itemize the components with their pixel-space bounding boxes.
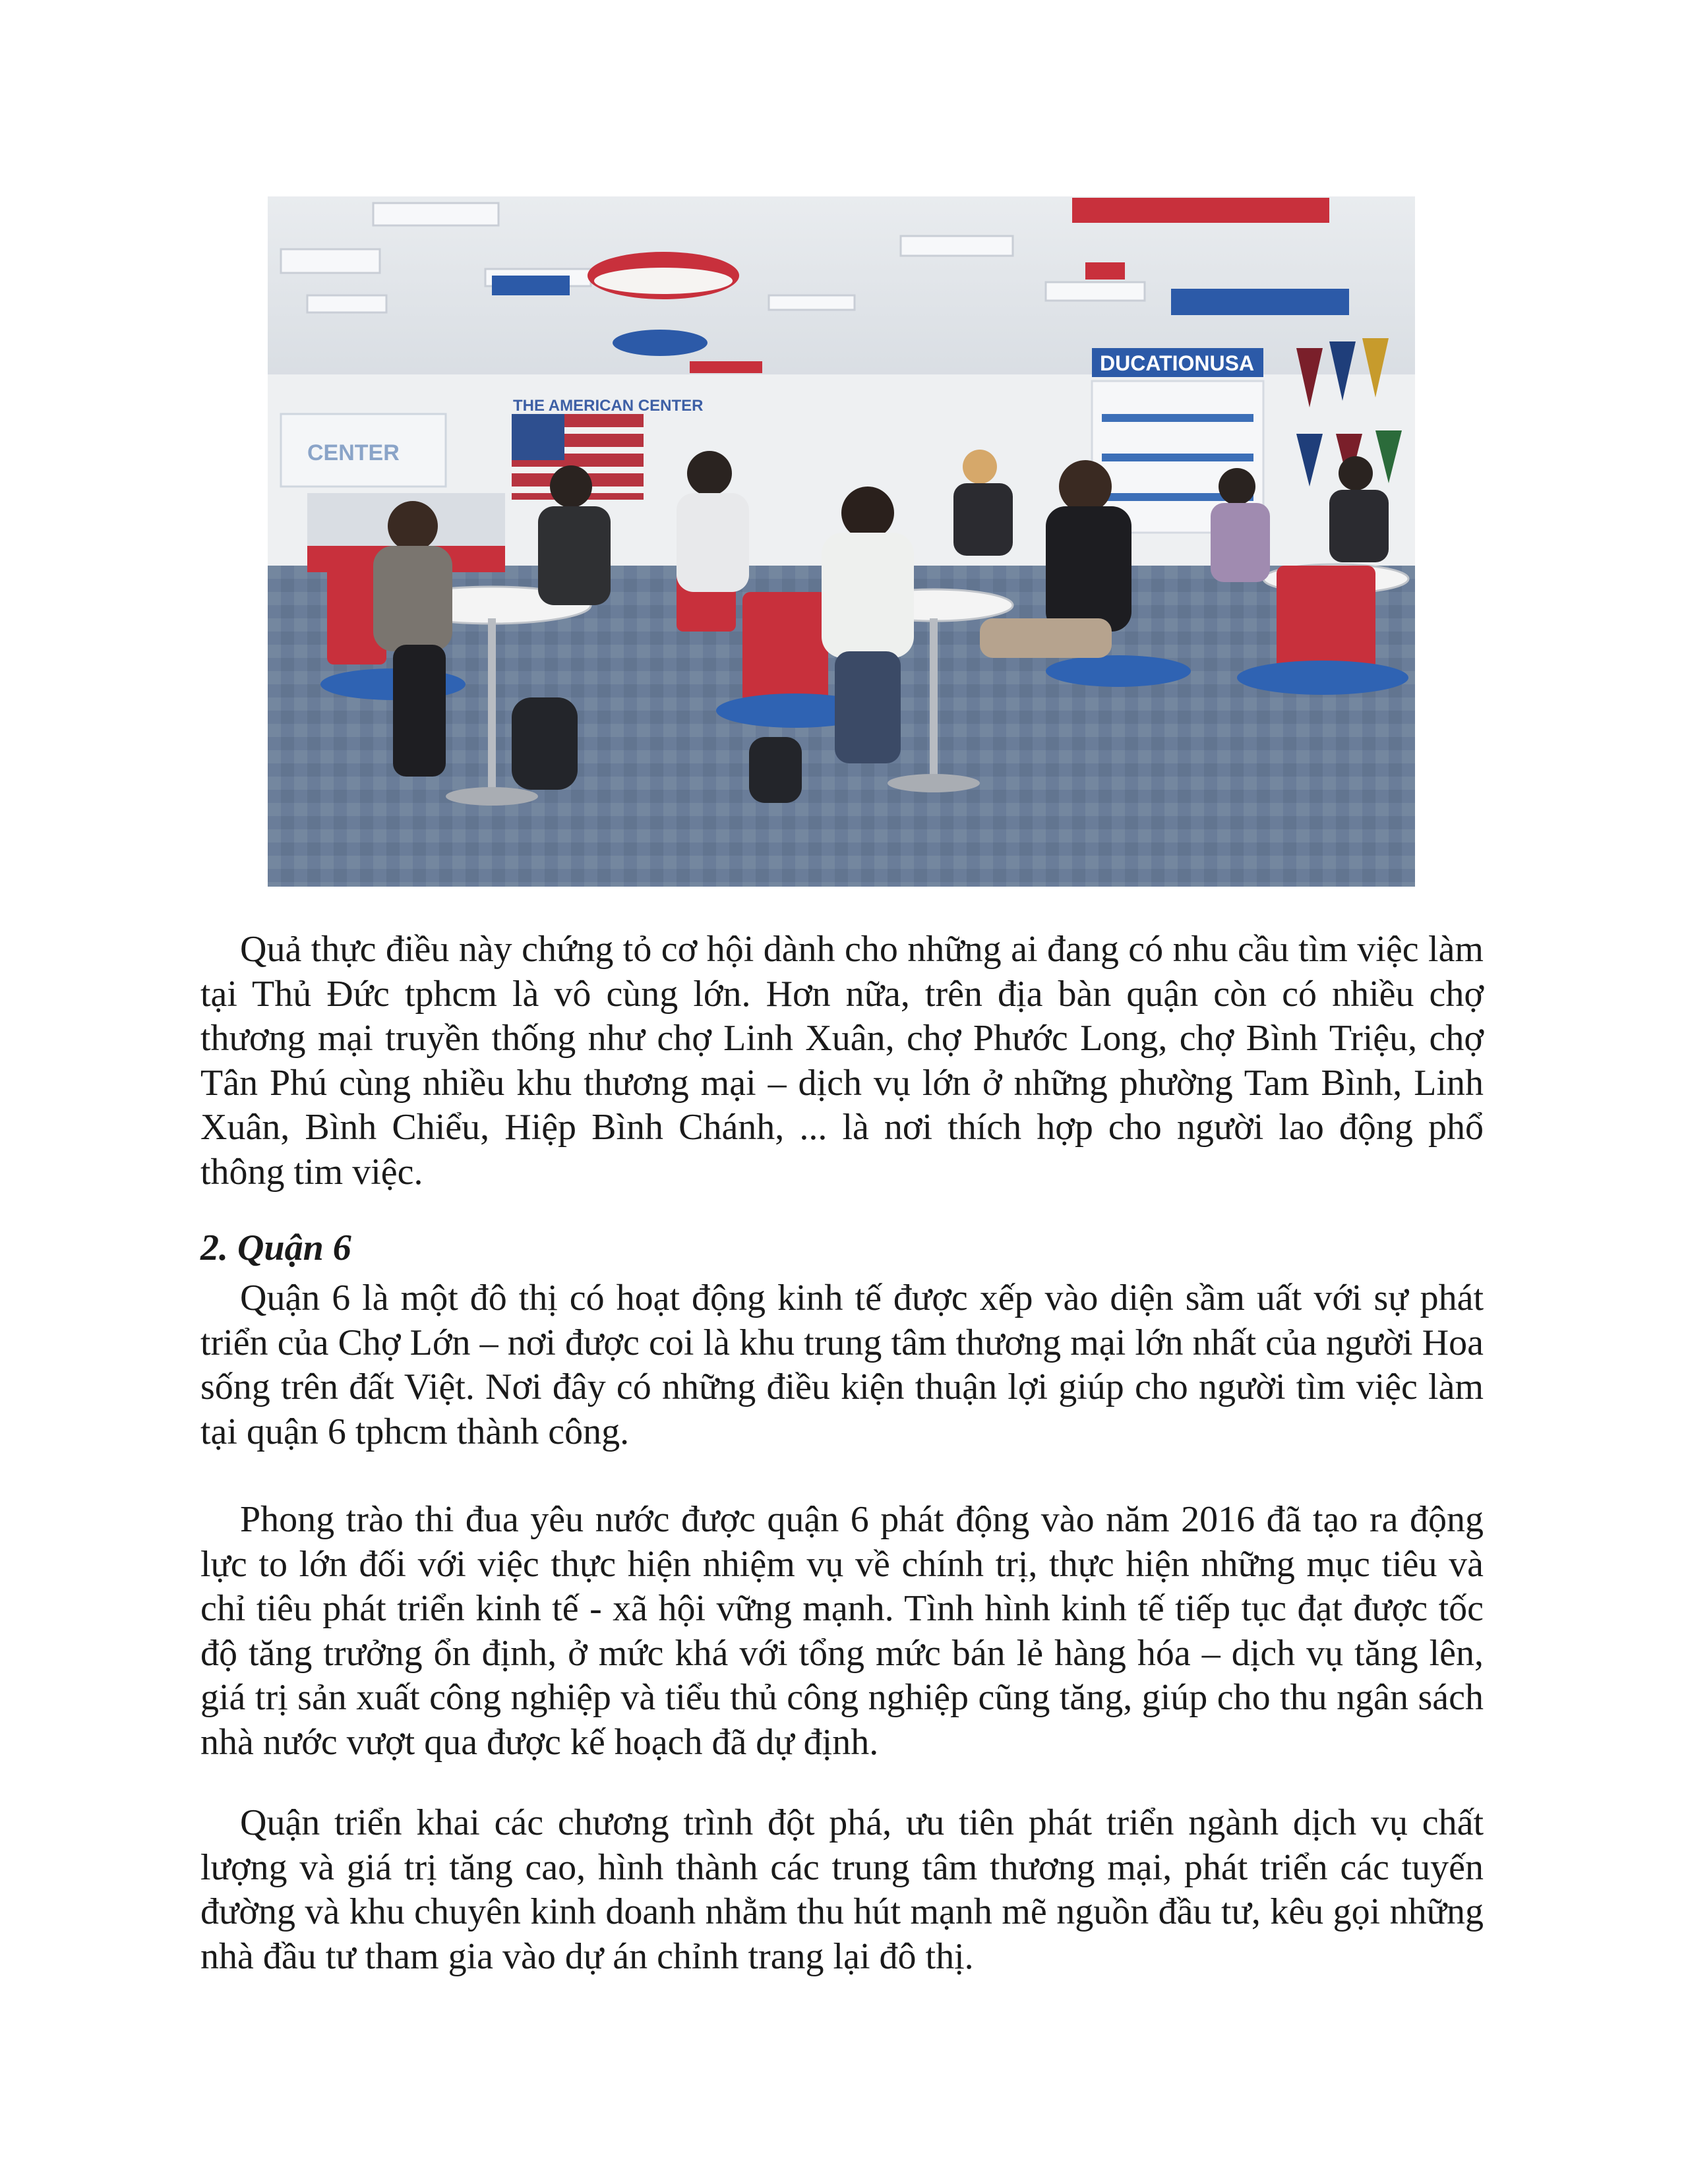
paragraph: Quận 6 là một đô thị có hoạt động kinh tế được xếp vào diện sầm uất với sự phát triển của Chợ Lớn – nơi được coi là khu trung tâm thương mại lớn nhất của người Hoa sống trên đất Việt. Nơi đây có những điều kiện thuận lợi giúp cho người tìm việc làm tại quận 6 tphcm thành công. <box>200 1278 1484 1452</box>
education-usa-sign: DUCATIONUSA <box>1100 351 1255 375</box>
study-room-illustration <box>268 196 1415 887</box>
section-paragraph-3 <box>200 1801 1484 1979</box>
section-paragraph-1 <box>200 1276 1484 1454</box>
section-paragraph-2 <box>200 1498 1484 1765</box>
paragraph: Phong trào thi đua yêu nước được quận 6 phát động vào năm 2016 đã tạo ra động lực to lớn đối với việc thực hiện nhiệm vụ về chính trị, thực hiện những mục tiêu và chỉ tiêu phát triển kinh tế - xã hội vững mạnh. Tình hình kinh tế tiếp tục đạt được tốc độ tăng trưởng ổn định, ở mức khá với tổng mức bán lẻ hàng hóa – dịch vụ tăng lên, giá trị sản xuất công nghiệp và tiểu thủ công nghiệp cũng tăng, giúp cho thu ngân sách nhà nước vượt qua được kế hoạch đã dự định. <box>200 1499 1484 1763</box>
intro-text <box>200 928 1484 1195</box>
section-heading: 2. Quận 6 <box>200 1227 351 1268</box>
american-center-sign: THE AMERICAN CENTER <box>513 397 704 415</box>
blue-ceiling-light <box>613 330 708 356</box>
paragraph: Quả thực điều này chứng tỏ cơ hội dành cho những ai đang có nhu cầu tìm việc làm tại Thủ Đức tphcm là vô cùng lớn. Hơn nữa, trên địa bàn quận còn có nhiều chợ thương mại truyền thống như chợ Linh Xuân, chợ Phước Long, chợ Bình Triệu, chợ Tân Phú cùng nhiều khu thương mại – dịch vụ lớn ở những phường Tam Bình, Linh Xuân, Bình Chiểu, Hiệp Bình Chánh, ... là nơi thích hợp cho người lao động phổ thông tim việc. <box>200 929 1484 1193</box>
red-ceiling-panel <box>1072 198 1329 223</box>
study-room-photo <box>268 196 1415 887</box>
svg-text:CENTER: CENTER <box>307 440 400 465</box>
blue-ceiling-panel <box>492 276 570 295</box>
backpack <box>512 697 578 790</box>
paragraph: Quận triển khai các chương trình đột phá, ưu tiên phát triển ngành dịch vụ chất lượng và giá trị tăng cao, hình thành các trung tâm thương mại, phát triển các tuyến đường và khu chuyên kinh doanh nhằm thu hút mạnh mẽ nguồn đầu tư, kêu gọi những nhà đầu tư tham gia vào dự án chỉnh trang lại đô thị. <box>200 1802 1484 1977</box>
